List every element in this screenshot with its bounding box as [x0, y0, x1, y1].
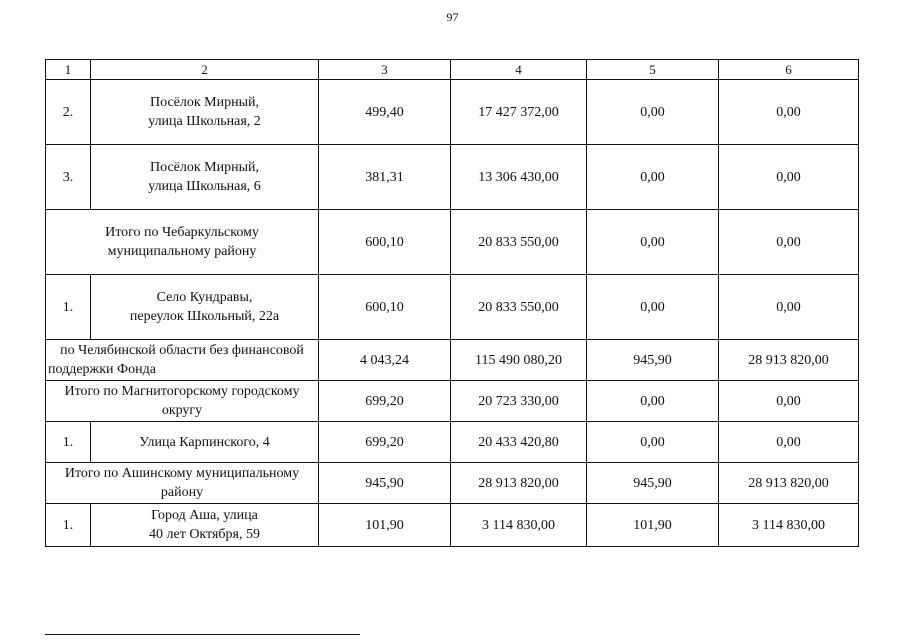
subtotal-label-line: округу: [161, 403, 203, 418]
table-row: [46, 422, 859, 463]
area-cell: 699,20: [319, 422, 451, 463]
value-cell: 0,00: [719, 422, 859, 463]
area-cell: 600,10: [319, 210, 451, 275]
row-number: 1.: [46, 422, 91, 463]
table-row: [46, 275, 859, 340]
value-cell: 0,00: [719, 275, 859, 340]
subtotal-label: [46, 463, 319, 504]
cost-cell: 13 306 430,00: [451, 145, 587, 210]
subtotal-row: [46, 381, 859, 422]
table-row: [46, 504, 859, 547]
value-cell: 0,00: [587, 80, 719, 145]
area-cell: 600,10: [319, 275, 451, 340]
subtotal-label: [46, 381, 319, 422]
footnote-divider: [45, 634, 360, 635]
subtotal-row: [46, 463, 859, 504]
address-cell: [91, 422, 319, 463]
table-header-row: [46, 60, 859, 80]
cost-cell: 3 114 830,00: [451, 504, 587, 547]
subtotal-label-line: муниципальному району: [107, 244, 257, 259]
value-cell: 945,90: [587, 463, 719, 504]
address-cell: [91, 504, 319, 547]
row-number: 1.: [46, 504, 91, 547]
subtotal-row: [46, 210, 859, 275]
subtotal-row: [46, 340, 859, 381]
address-line: Посёлок Мирный,: [149, 95, 259, 110]
address-cell: [91, 145, 319, 210]
column-header: 4: [451, 60, 587, 80]
value-cell: 0,00: [719, 80, 859, 145]
cost-cell: 115 490 080,20: [451, 340, 587, 381]
address-cell: [91, 80, 319, 145]
value-cell: 28 913 820,00: [719, 463, 859, 504]
value-cell: 3 114 830,00: [719, 504, 859, 547]
value-cell: 945,90: [587, 340, 719, 381]
table-row: [46, 145, 859, 210]
address-line: Город Аша, улица: [151, 508, 258, 523]
row-number: 3.: [46, 145, 91, 210]
column-header: 5: [587, 60, 719, 80]
subtotal-label: [46, 340, 319, 381]
value-cell: 0,00: [719, 381, 859, 422]
area-cell: 945,90: [319, 463, 451, 504]
address-line: 40 лет Октября, 59: [149, 527, 260, 542]
area-cell: 4 043,24: [319, 340, 451, 381]
address-line: Село Кундравы,: [156, 290, 253, 305]
cost-cell: 20 833 550,00: [451, 275, 587, 340]
column-header: 3: [319, 60, 451, 80]
area-cell: 699,20: [319, 381, 451, 422]
area-cell: 381,31: [319, 145, 451, 210]
column-header: 2: [91, 60, 319, 80]
column-header: 1: [46, 60, 91, 80]
subtotal-label-line: Итого по Ашинскому муниципальному: [64, 466, 300, 481]
cost-cell: 20 433 420,80: [451, 422, 587, 463]
value-cell: 0,00: [587, 145, 719, 210]
column-header: 6: [719, 60, 859, 80]
row-number: 1.: [46, 275, 91, 340]
subtotal-label-line: району: [160, 485, 204, 500]
table-row: [46, 80, 859, 145]
value-cell: 28 913 820,00: [719, 340, 859, 381]
subtotal-label-line: Итого по Магнитогорскому городскому: [64, 384, 300, 399]
subtotal-label: [46, 210, 319, 275]
address-line: улица Школьная, 6: [148, 179, 261, 194]
subtotal-label-line: по Челябинской области без финансовой: [60, 343, 304, 358]
value-cell: 0,00: [587, 275, 719, 340]
address-line: переулок Школьный, 22а: [129, 309, 280, 324]
value-cell: 0,00: [587, 381, 719, 422]
subtotal-label-line: Итого по Чебаркульскому: [105, 225, 259, 240]
address-cell: [91, 275, 319, 340]
page-number: 97: [446, 10, 459, 24]
row-number: 2.: [46, 80, 91, 145]
value-cell: 0,00: [587, 210, 719, 275]
value-cell: 0,00: [587, 422, 719, 463]
cost-cell: 20 833 550,00: [451, 210, 587, 275]
cost-cell: 20 723 330,00: [451, 381, 587, 422]
value-cell: 101,90: [587, 504, 719, 547]
value-cell: 0,00: [719, 210, 859, 275]
subtotal-label-line: поддержки Фонда: [48, 362, 156, 377]
area-cell: 499,40: [319, 80, 451, 145]
address-line: Улица Карпинского, 4: [139, 434, 270, 450]
data-table: [45, 59, 859, 547]
value-cell: 0,00: [719, 145, 859, 210]
address-line: Посёлок Мирный,: [149, 160, 259, 175]
address-line: улица Школьная, 2: [148, 114, 261, 129]
cost-cell: 17 427 372,00: [451, 80, 587, 145]
area-cell: 101,90: [319, 504, 451, 547]
cost-cell: 28 913 820,00: [451, 463, 587, 504]
